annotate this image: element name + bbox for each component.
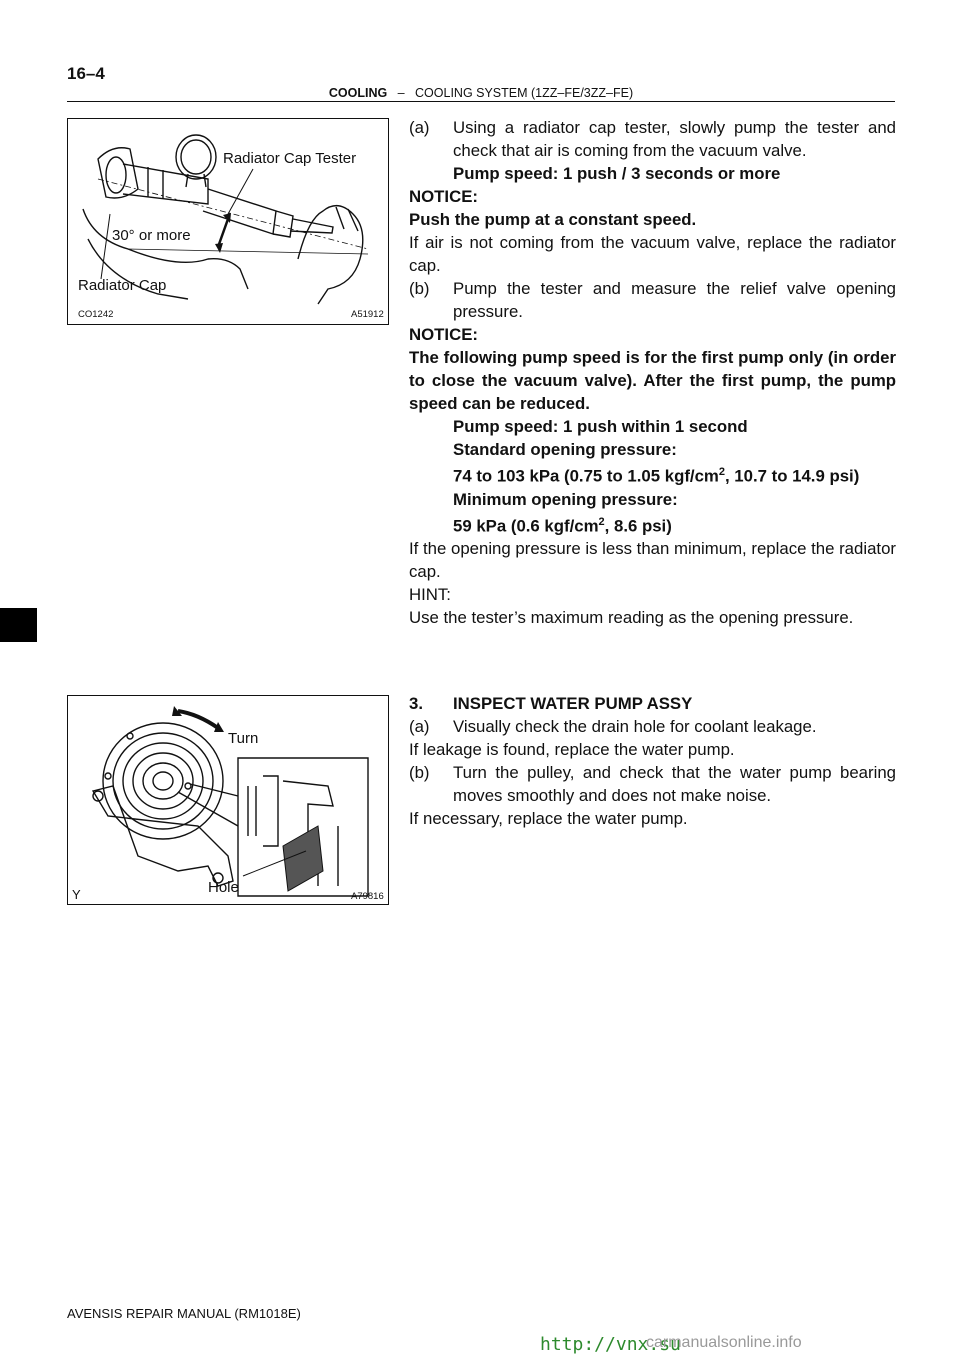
figure-code-left: Y [72, 887, 81, 902]
step-a2-text: Visually check the drain hole for coolant leakage. [453, 717, 817, 736]
figure-code-left: CO1242 [78, 309, 114, 320]
step-b2 [409, 761, 896, 807]
label-hole: Hole [208, 879, 239, 896]
label-radiator-cap: Radiator Cap [78, 277, 167, 294]
spec-minimum-sup: 2 [598, 515, 605, 528]
notice-1-label: NOTICE: [409, 187, 478, 206]
section-tab-marker [0, 608, 37, 642]
header-separator: – [397, 86, 405, 100]
replace-pump-text-1: If leakage is found, replace the water pump. [409, 740, 735, 759]
step-3-heading [409, 692, 896, 715]
water-pump-inspection-text [409, 692, 896, 830]
step-a1 [409, 116, 896, 162]
spec-minimum-value [409, 511, 896, 538]
header-subsection: COOLING SYSTEM (1ZZ–FE/3ZZ–FE) [415, 86, 634, 100]
step-a2 [409, 715, 896, 738]
label-angle: 30° or more [112, 227, 191, 244]
label-radiator-cap-tester: Radiator Cap Tester [223, 150, 357, 167]
spec-standard-sup: 2 [718, 466, 725, 478]
header-section: COOLING [328, 86, 388, 100]
hint-label: HINT: [409, 585, 451, 605]
water-pump-figure [67, 695, 389, 905]
footer-site-watermark: carmanualsonline.info [646, 1334, 802, 1351]
water-pump-illustration [68, 696, 388, 904]
replace-pump-text-2: If necessary, replace the water pump. [409, 809, 688, 828]
spec-pump-speed-1: Pump speed: 1 push / 3 seconds or more [453, 164, 781, 183]
hint-text: Use the tester’s maximum reading as the opening pressure. [409, 608, 854, 628]
replace-cap-text-1: If air is not coming from the vacuum valve, replace the radiator cap. [409, 233, 896, 275]
step-b1-marker: (b) [409, 279, 430, 298]
spec-pump-speed-2: Pump speed: 1 push within 1 second [453, 417, 748, 436]
label-turn: Turn [228, 730, 259, 747]
spec-minimum-value-b: , 8.6 psi) [604, 516, 672, 536]
spec-minimum-label: Minimum opening pressure: [453, 489, 678, 509]
step-b2-text: Turn the pulley, and check that the water pump bearing moves smoothly and does not make noise. [453, 763, 896, 805]
header-rule [67, 101, 895, 102]
step-3-number: 3. [409, 694, 423, 713]
replace-cap-text-2: If the opening pressure is less than minimum, replace the radiator cap. [409, 539, 896, 582]
notice-2-text: The following pump speed is for the first pump only (in order to close the vacuum valve). After the first pump, the pump speed can be reduced. [409, 348, 896, 413]
spec-minimum-value-a: 59 kPa (0.6 kgf/cm [453, 516, 599, 536]
footer-url-link[interactable]: http://vnx.su [540, 1334, 681, 1355]
step-a1-text: Using a radiator cap tester, slowly pump the tester and check that air is coming from the vacuum valve. [453, 118, 896, 160]
radiator-cap-tester-illustration [68, 119, 388, 324]
step-3-title: INSPECT WATER PUMP ASSY [453, 694, 693, 713]
step-b2-marker: (b) [409, 763, 430, 782]
figure-code-right: A79816 [351, 891, 384, 902]
page-number: 16–4 [67, 64, 105, 83]
spec-standard-value-a: 74 to 103 kPa (0.75 to 1.05 kgf/cm [453, 466, 719, 486]
spec-standard-value-b: , 10.7 to 14.9 psi) [724, 466, 860, 486]
spec-standard-label: Standard opening pressure: [453, 440, 677, 459]
step-b1-text: Pump the tester and measure the relief valve opening pressure. [453, 279, 896, 321]
radiator-cap-tester-figure [67, 118, 389, 325]
notice-2-label: NOTICE: [409, 325, 478, 344]
figure-code-right: A51912 [351, 309, 384, 320]
spec-standard-value [409, 461, 896, 488]
step-a1-marker: (a) [409, 118, 430, 137]
step-a2-marker: (a) [409, 717, 430, 736]
footer-manual-title: AVENSIS REPAIR MANUAL (RM1018E) [67, 1306, 301, 1321]
step-b1 [409, 277, 896, 323]
notice-1-text: Push the pump at a constant speed. [409, 210, 697, 229]
cap-inspection-text [409, 116, 896, 629]
page-header [67, 86, 895, 100]
